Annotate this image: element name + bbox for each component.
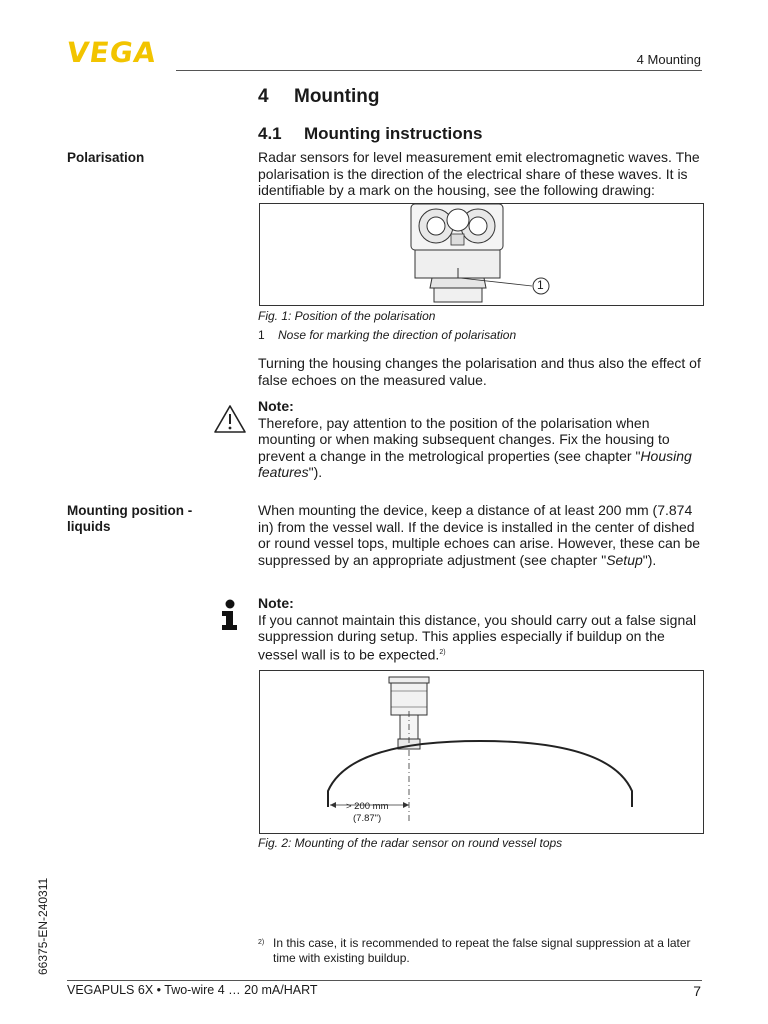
info-note bbox=[258, 595, 704, 663]
footnote-number: 2) bbox=[258, 939, 265, 946]
polarisation-paragraph: Radar sensors for level measurement emit electromagnetic waves. The polarisation is the direction of the electrical share of these waves. It is identifiable by a mark on the housing, see the following drawing: bbox=[258, 149, 700, 199]
vega-logo: VEGA bbox=[64, 36, 159, 69]
note-title: Note: bbox=[258, 595, 294, 611]
footnote-ref: 2) bbox=[439, 648, 446, 656]
section-title: Mounting instructions bbox=[304, 124, 483, 143]
header-rule bbox=[176, 70, 702, 71]
mounting-position-paragraph bbox=[258, 502, 704, 568]
mounting-text: When mounting the device, keep a distance of at least 200 mm (7.874 in) from the vessel wall. If the device is installed in the center of dished or round vessel tops, multiple echoes can arise. However, these can be suppressed by an appropriate adjustment (see chapter " bbox=[258, 502, 701, 568]
legend-number: 1 bbox=[258, 328, 265, 342]
side-label-mounting-position bbox=[67, 503, 192, 535]
section-number: 4.1 bbox=[258, 124, 282, 143]
housing-features-reference: Housing features bbox=[258, 447, 692, 481]
figure-polarisation bbox=[259, 203, 704, 306]
document-number: 66375-EN-240311 bbox=[36, 877, 50, 975]
page-number: 7 bbox=[693, 983, 701, 999]
vessel-top-drawing bbox=[260, 671, 703, 833]
note-text: If you cannot maintain this distance, you should carry out a false signal suppression during setup. This applies especially if buildup on the vessel wall is to be expected. bbox=[258, 611, 697, 663]
warning-note bbox=[258, 398, 704, 481]
dimension-mm: > 200 mm bbox=[346, 801, 389, 812]
chapter-number: 4 bbox=[258, 86, 269, 107]
housing-turning-paragraph: Turning the housing changes the polarisation and thus also the effect of false echoes on the measured value. bbox=[258, 355, 701, 388]
figure-vessel-top bbox=[259, 670, 704, 834]
figure-callout-1: 1 bbox=[537, 278, 544, 292]
chapter-title: Mounting bbox=[294, 86, 380, 107]
setup-reference: Setup bbox=[606, 551, 643, 568]
sensor-housing-drawing bbox=[260, 204, 703, 305]
footer-rule bbox=[67, 980, 702, 981]
note-text: Therefore, pay attention to the position of the polarisation when mounting or when making subsequent changes. Fix the housing to prevent a change in the metrological properties (see chapter " bbox=[258, 414, 670, 464]
section-heading bbox=[258, 124, 482, 144]
side-label-polarisation: Polarisation bbox=[67, 150, 145, 165]
footnote-text: In this case, it is recommended to repeat the false signal suppression at a later time with existing buildup. bbox=[273, 936, 691, 965]
dimension-inch: (7.87") bbox=[353, 813, 382, 824]
warning-icon bbox=[212, 403, 248, 440]
side-label-line1: Mounting position - bbox=[67, 503, 193, 518]
note-title: Note: bbox=[258, 398, 294, 414]
note-text-end: "). bbox=[308, 464, 323, 481]
header-section-title: 4 Mounting bbox=[636, 52, 701, 67]
figure-2-caption: Fig. 2: Mounting of the radar sensor on round vessel tops bbox=[258, 836, 563, 850]
info-icon bbox=[219, 599, 241, 636]
mounting-text-end: "). bbox=[642, 551, 657, 568]
figure-1-legend bbox=[258, 328, 516, 342]
side-label-line2: liquids bbox=[67, 519, 111, 534]
footnote bbox=[258, 936, 698, 965]
footer-product: VEGAPULS 6X • Two-wire 4 … 20 mA/HART bbox=[67, 983, 318, 997]
legend-text: Nose for marking the direction of polarisation bbox=[278, 328, 517, 342]
chapter-heading bbox=[258, 86, 379, 108]
figure-1-caption: Fig. 1: Position of the polarisation bbox=[258, 309, 436, 323]
